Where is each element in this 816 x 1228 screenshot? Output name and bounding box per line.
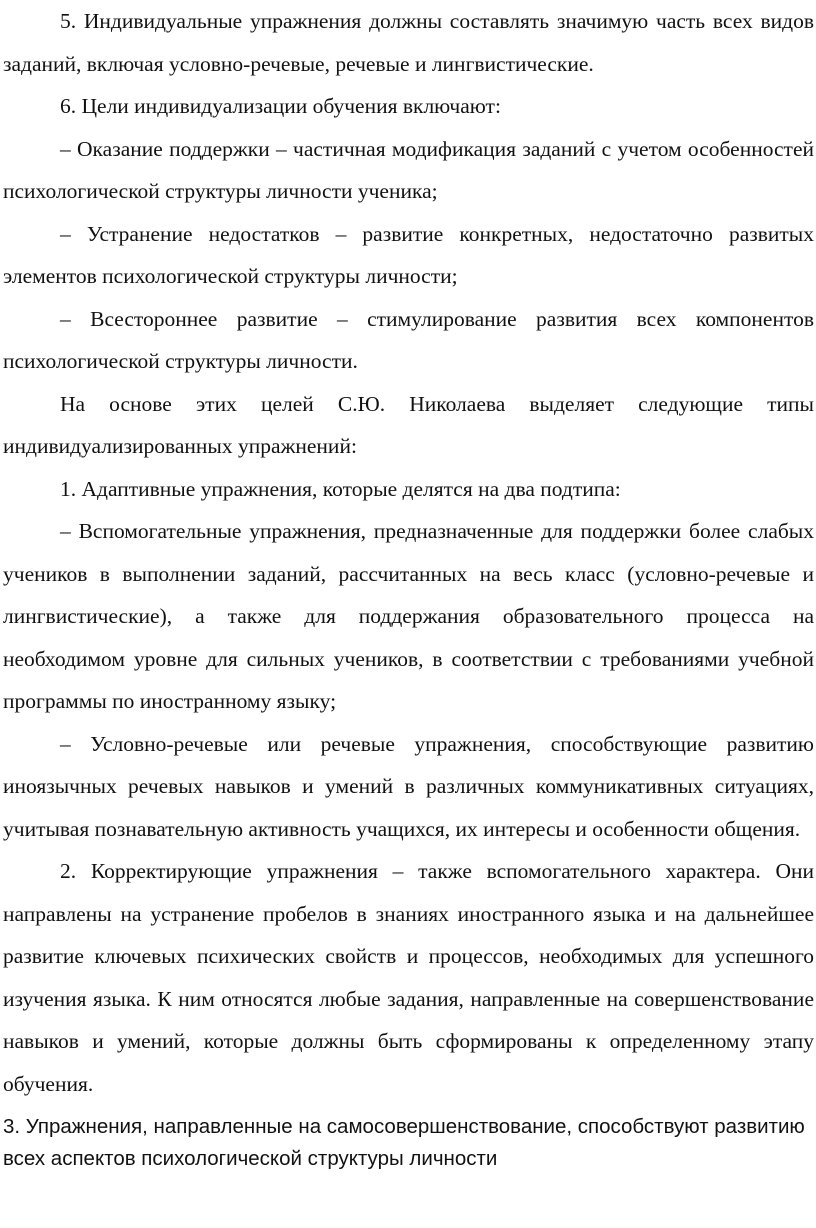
paragraph-adaptive: 1. Адаптивные упражнения, которые делятся на два подтипа: [60, 476, 621, 501]
paragraph-auxiliary: – Вспомогательные упражнения, предназначенные для поддержки более слабых учеников в выполнении заданий, рассчитанных на весь класс (условно-речевые и лингвистические), а также для поддержания образовательного процесса на необходимом уровне для сильных учеников, в соответствии с требованиями учебной программы по иностранному языку; [3, 519, 814, 713]
paragraph-development: – Всестороннее развитие – стимулирование развития всех компонентов психологической структуры личности. [3, 306, 814, 373]
paragraph-corrective: 2. Корректирующие упражнения – также вспомогательного характера. Они направлены на устранение пробелов в знаниях иностранного языка и на дальнейшее развитие ключевых психических свойств и процессов, необходимых для успешного изучения языка. К ним относятся любые задания, направленные на совершенствование навыков и умений, которые должны быть сформированы к определенному этапу обучения. [3, 859, 814, 1096]
paragraph-item-5: 5. Индивидуальные упражнения должны составлять значимую часть всех видов заданий, включая условно-речевые, речевые и лингвистические. [3, 9, 814, 76]
paragraph-types-intro: На основе этих целей С.Ю. Николаева выделяет следующие типы индивидуализированных упражнений: [3, 391, 814, 458]
footer-heading-block [3, 1111, 814, 1175]
paragraph-item-6: 6. Цели индивидуализации обучения включают: [60, 94, 501, 118]
document-body [3, 0, 814, 1105]
paragraph-elimination: – Устранение недостатков – развитие конкретных, недостаточно развитых элементов психологической структуры личности; [3, 221, 814, 288]
paragraph-support: – Оказание поддержки – частичная модификация заданий с учетом особенностей психологической структуры личности ученика; [3, 136, 814, 203]
footer-heading: 3. Упражнения, направленные на самосовершенствование, способствуют развитию всех аспектов психологической структуры личности [3, 1115, 805, 1170]
paragraph-speech: – Условно-речевые или речевые упражнения, способствующие развитию иноязычных речевых навыков и умений в различных коммуникативных ситуациях, учитывая познавательную активность учащихся, их интересы и особенности общения. [3, 731, 814, 841]
